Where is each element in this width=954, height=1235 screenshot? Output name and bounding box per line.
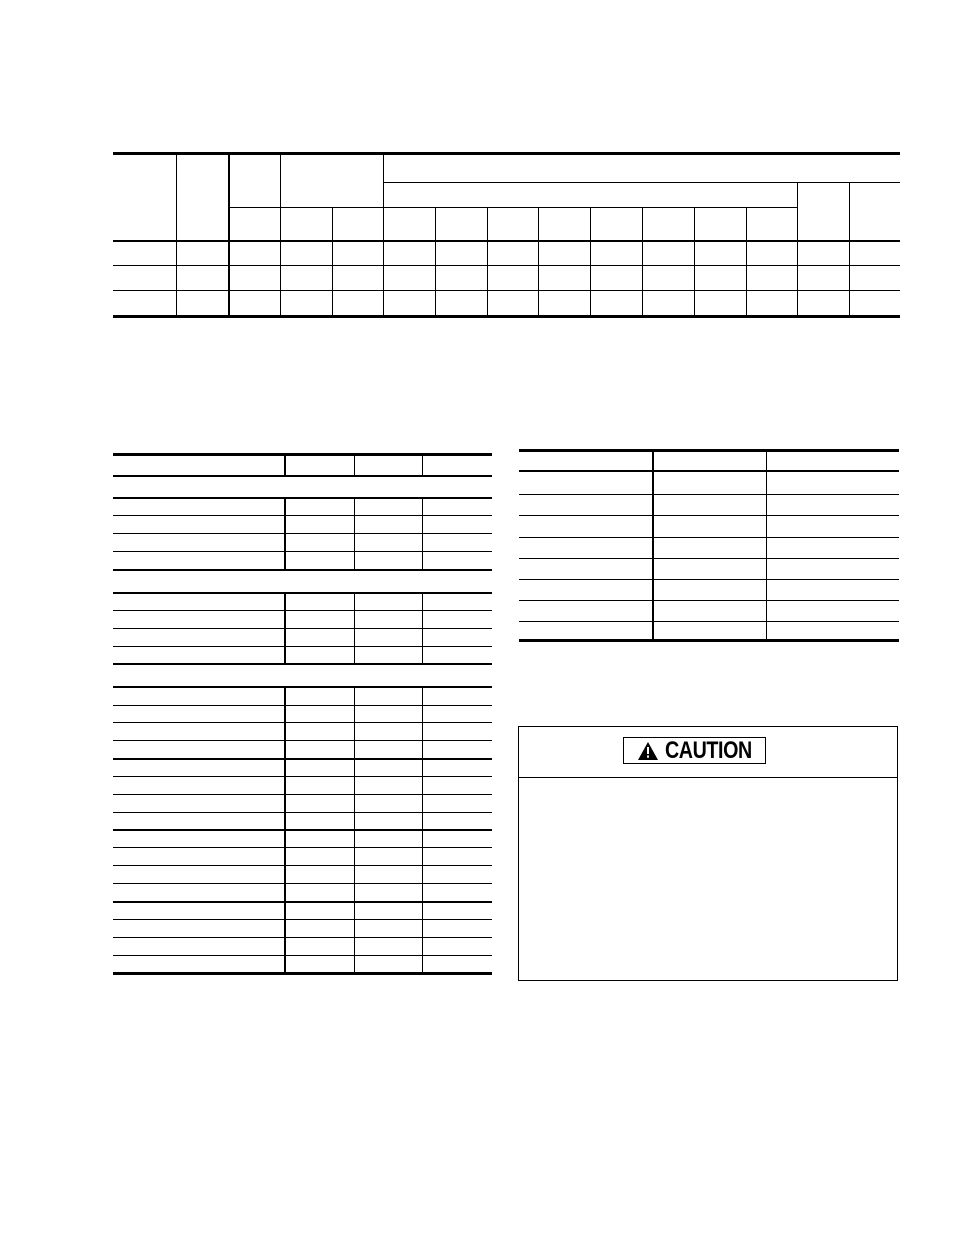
table-rule <box>519 621 899 622</box>
table-rule <box>113 972 492 975</box>
table-rule <box>519 537 899 538</box>
table-rule <box>652 450 654 641</box>
table-rule <box>422 687 423 974</box>
table-rule <box>113 955 492 956</box>
table-rule <box>113 865 492 866</box>
table-rule <box>519 600 899 601</box>
caution-label: CAUTION <box>664 736 752 764</box>
table-rule <box>113 847 492 848</box>
table-rule <box>113 919 492 920</box>
table-rule <box>113 776 492 777</box>
table-rule <box>519 470 899 472</box>
table-rule <box>113 901 492 903</box>
caution-header-rule <box>519 777 897 778</box>
table-rule <box>354 687 355 974</box>
table-rule <box>113 937 492 938</box>
table-rule <box>519 515 899 516</box>
table-rule <box>519 558 899 559</box>
table-rule <box>519 494 899 495</box>
warning-triangle-icon <box>637 741 659 761</box>
table-rule <box>766 450 767 641</box>
table-rule <box>284 687 286 974</box>
table-rule <box>113 758 492 760</box>
table-rule <box>113 829 492 831</box>
table-rule <box>113 740 492 741</box>
table-rule <box>519 449 899 452</box>
table-rule <box>113 883 492 884</box>
table-rule <box>113 705 492 706</box>
table-rule <box>113 812 492 813</box>
table-rule <box>519 639 899 642</box>
caution-box <box>518 726 898 981</box>
caution-badge <box>623 737 766 764</box>
table-rule <box>519 579 899 580</box>
table-rule <box>113 794 492 795</box>
table-rule <box>113 722 492 723</box>
